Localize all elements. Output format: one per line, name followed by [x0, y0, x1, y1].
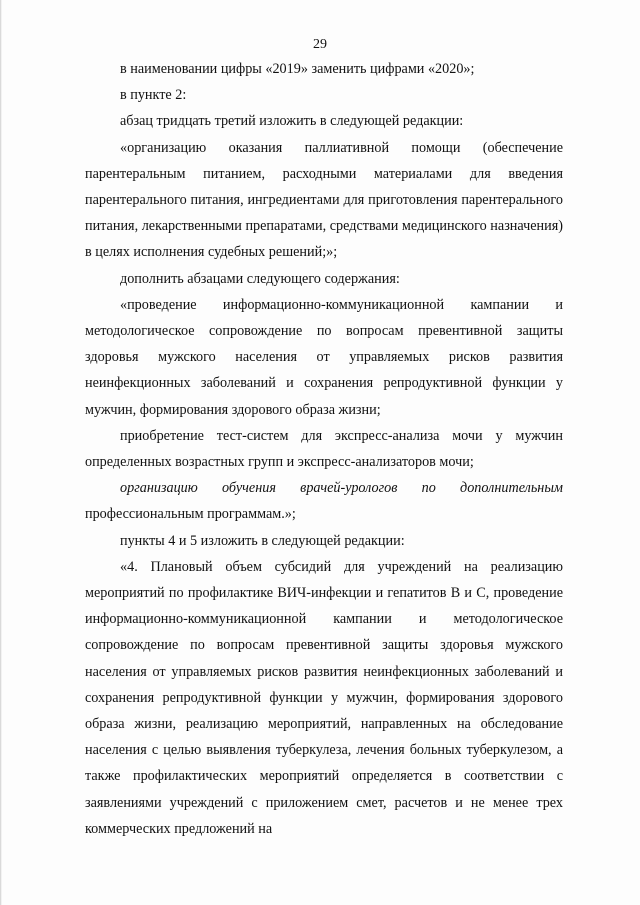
paragraph-4: «организацию оказания паллиативной помощи (обеспечение парентеральным питанием, расходными материалами для введения парентерального питания, ингредиентами для приготовления парентерального питания, лекарственными препаратами, средствами медицинского назначения) в целях исполнения судебных решений;»; — [85, 139, 563, 261]
paragraph-9: пункты 4 и 5 изложить в следующей редакции: — [120, 532, 405, 549]
paragraph-8 — [85, 475, 563, 527]
document-body — [85, 56, 563, 842]
paragraph-7: приобретение тест-систем для экспресс-анализа мочи у мужчин определенных возрастных групп и экспресс-анализаторов мочи; — [85, 427, 563, 471]
paragraph-1: в наименовании цифры «2019» заменить цифрами «2020»; — [120, 61, 475, 77]
paragraph-8-italic: организацию обучения врачей-урологов по дополнительным — [120, 480, 563, 497]
scan-edge-shadow — [0, 0, 2, 905]
paragraph-3: абзац тридцать третий изложить в следующей редакции: — [120, 113, 464, 130]
paragraph-8-rest: профессиональным программам.»; — [85, 506, 296, 523]
paragraph-2: в пункте 2: — [120, 87, 187, 104]
paragraph-6: «проведение информационно-коммуникационной кампании и методологическое сопровождение по вопросам превентивной защиты здоровья мужского населения от управляемых рисков развития неинфекционных заболеваний и сохранения репродуктивной функции у мужчин, формирования здорового образа жизни; — [85, 296, 563, 418]
paragraph-10: «4. Плановый объем субсидий для учреждений на реализацию мероприятий по профилактике ВИЧ-инфекции и гепатитов В и С, проведение информационно-коммуникационной кампании и методологическое сопровождение по вопросам превентивной защиты здоровья мужского населения от управляемых рисков развития неинфекционных заболеваний и сохранения репродуктивной функции у мужчин, формирования здорового образа жизни, реализацию мероприятий, направленных на обследование населения с целью выявления туберкулеза, лечения больных туберкулезом, а также профилактических мероприятий определяется в соответствии с заявлениями учреждений с приложением смет, расчетов и не менее трех коммерческих предложений на — [85, 558, 563, 837]
paragraph-5: дополнить абзацами следующего содержания: — [120, 270, 400, 287]
page-number: 29 — [313, 37, 327, 52]
